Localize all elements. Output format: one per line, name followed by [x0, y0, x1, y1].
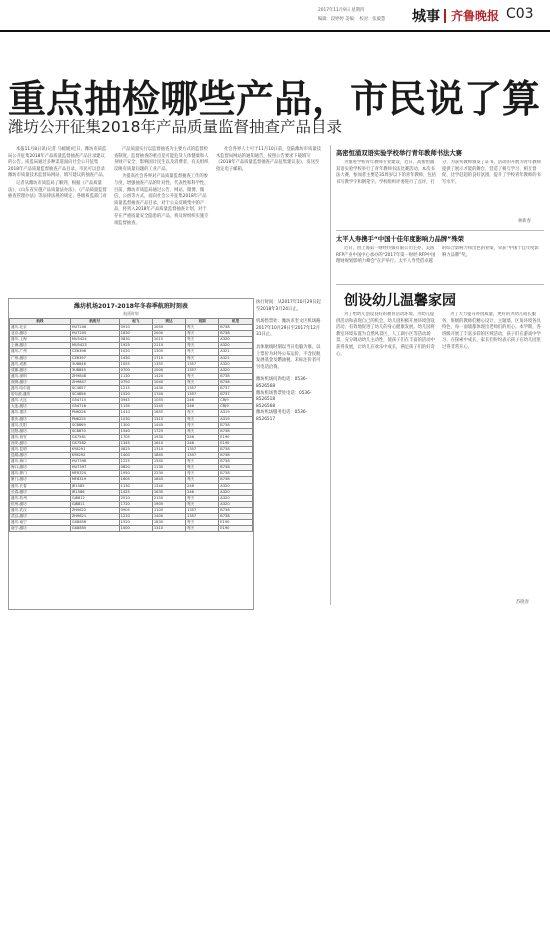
table-cell: A320 [219, 343, 253, 349]
table-cell: 潍坊-哈尔滨 [10, 386, 71, 392]
table-cell: MF8320 [70, 471, 119, 477]
table-cell: 厦门-潍坊 [10, 477, 71, 483]
table-cell: 1540 [152, 459, 185, 465]
table-cell: 0830 [119, 337, 152, 343]
table-cell: 北京-潍坊 [10, 331, 71, 337]
table-cell: 潍坊-厦门 [10, 471, 71, 477]
table-cell: 1315 [152, 416, 185, 422]
table-cell: 1000 [152, 367, 185, 373]
masthead-date: 2017年11月9日 星期四 [318, 8, 365, 13]
table-cell: 1400 [152, 514, 185, 520]
table-cell: JR1585 [70, 483, 119, 489]
table-cell: A320 [219, 495, 253, 501]
table-cell: 1305 [152, 349, 185, 355]
table-cell: 1410 [119, 410, 152, 416]
table-cell: E190 [219, 434, 253, 440]
note-item: 执行时间：从2017年10月29日起至2018年3月24日止。 [256, 300, 321, 312]
table-cell: 1540 [119, 428, 152, 434]
table-cell: 每天 [186, 526, 219, 532]
table-cell: G54716 [70, 404, 119, 410]
table-cell: 246 [186, 440, 219, 446]
table-cell: 1040 [152, 379, 185, 385]
table-cell: 每天 [186, 465, 219, 471]
table-cell: 0945 [119, 398, 152, 404]
table-header-cell: 机型 [219, 319, 253, 325]
table-cell: 每天 [186, 428, 219, 434]
table-cell: 沈阳-潍坊 [10, 428, 71, 434]
table-row [10, 526, 253, 532]
table-cell: 1400 [119, 453, 152, 459]
table-cell: 重庆-潍坊 [10, 416, 71, 422]
table-cell: MU5424 [70, 337, 119, 343]
masthead-rule [0, 30, 550, 32]
table-cell: SC8869 [70, 422, 119, 428]
column-separator [330, 145, 331, 605]
table-cell: B738 [219, 325, 253, 331]
table-cell: 潍坊-深圳 [10, 373, 71, 379]
table-cell: 1635 [152, 489, 185, 495]
article-para: 社会各界人士可于11月10日前，登陆潍坊市质量技术监督局网站的通知通告，按照公告要求下载填写《2018年产品质量监督抽查产品征集建议表》，发送至指定电子邮箱。 [216, 147, 321, 172]
brief-body-insurance [336, 246, 542, 280]
note-item: 机场售票处：潍坊市奎文区机场路2017年10月29日至2017年12月31日止。 [256, 319, 321, 338]
table-title: 潍坊机场2017-2018年冬春季航班时刻表 [74, 303, 188, 310]
table-cell: A320 [219, 489, 253, 495]
feature-text: 为了大力提升办园质量，更好的为幼儿成长服务，班级的教师们精心设计，主题墙、区角环境各具特色，每一面墙都体现出老师们的用心。本学期，各班级开展了丰富多彩的区域活动，孩子们在游戏中学习、在探索中成长，家长们纷纷表示孩子在幼儿园里过得非常开心。 [442, 312, 541, 350]
table-cell: 潍坊-沈阳 [10, 422, 71, 428]
table-cell: B737 [219, 392, 253, 398]
table-cell: 每天 [186, 459, 219, 465]
table-cell: 1357 [186, 446, 219, 452]
table-cell: 每天 [186, 349, 219, 355]
table-cell: 1310 [152, 526, 185, 532]
table-cell: 1000 [119, 526, 152, 532]
table-cell: 海口-潍坊 [10, 465, 71, 471]
table-cell: SC4858 [70, 392, 119, 398]
table-cell: B738 [219, 477, 253, 483]
table-cell: 杭州-潍坊 [10, 501, 71, 507]
table-cell: B738 [219, 471, 253, 477]
table-cell: 南宁-潍坊 [10, 526, 71, 532]
table-cell: 1357 [186, 361, 219, 367]
table-cell: CRJ9 [219, 398, 253, 404]
table-cell: 1930 [152, 434, 185, 440]
table-cell: 1340 [152, 483, 185, 489]
table-cell: B738 [219, 453, 253, 459]
table-cell: 3U8845 [70, 367, 119, 373]
table-cell: 每天 [186, 379, 219, 385]
table-cell: 每天 [186, 501, 219, 507]
table-cell: 1357 [186, 392, 219, 398]
brief-title-calligraphy: 高密恒涌双语实验学校举行青年教师书法大赛 [336, 150, 462, 157]
table-cell: 3U8846 [70, 361, 119, 367]
table-cell: 1215 [119, 386, 152, 392]
table-cell: CZ6397 [70, 355, 119, 361]
table-cell: GX8855 [70, 526, 119, 532]
table-cell: ZH9848 [70, 373, 119, 379]
table-cell: 1135 [119, 404, 152, 410]
article-col-3 [216, 147, 322, 174]
table-cell: MU5423 [70, 343, 119, 349]
table-cell: A320 [219, 361, 253, 367]
table-cell: ZH9622 [70, 507, 119, 513]
table-cell: GJ8811 [70, 501, 119, 507]
table-cell: 潍坊-长春 [10, 483, 71, 489]
table-cell: 2150 [152, 495, 185, 501]
brief-divider [336, 230, 544, 231]
table-cell: 每天 [186, 373, 219, 379]
table-cell: PN6226 [70, 410, 119, 416]
table-cell: B738 [219, 379, 253, 385]
table-cell: 1925 [119, 343, 152, 349]
table-cell: 1845 [152, 477, 185, 483]
table-cell: E190 [219, 520, 253, 526]
table-cell: 成都-潍坊 [10, 367, 71, 373]
table-cell: 1357 [186, 514, 219, 520]
table-cell: 1705 [119, 434, 152, 440]
table-cell: 1950 [119, 471, 152, 477]
table-cell: A320 [219, 501, 253, 507]
table-cell: B738 [219, 331, 253, 337]
masthead-divider [444, 9, 446, 23]
table-cell: SC8870 [70, 428, 119, 434]
table-cell: 1310 [152, 446, 185, 452]
newspaper-logo: 齐鲁晚报 [451, 9, 500, 23]
table-cell: 潍坊-西安 [10, 434, 71, 440]
table-cell: 1357 [186, 453, 219, 459]
table-cell: 潍坊-昆明 [10, 446, 71, 452]
table-cell: B737 [219, 386, 253, 392]
table-cell: 246 [186, 398, 219, 404]
article-col-2 [114, 147, 210, 228]
table-cell: G54715 [70, 398, 119, 404]
table-cell: 长春-潍坊 [10, 489, 71, 495]
note-item: 具体航线时刻以当日电脑为准。以上票价为对外公布运价，不含民航发展基金及燃油税，未标注价者可另电话洽询。 [256, 344, 321, 370]
table-cell: 2230 [152, 471, 185, 477]
table-cell: HU7206 [70, 325, 119, 331]
note-item: 潍坊机场问询电话：0536-8526568 [256, 377, 308, 389]
table-cell: 0700 [119, 367, 152, 373]
table-cell: 每天 [186, 416, 219, 422]
table-cell: 1430 [119, 355, 152, 361]
table-cell: GX8856 [70, 520, 119, 526]
table-header-cell: 航线 [10, 319, 71, 325]
table-cell: 1300 [119, 422, 152, 428]
table-cell: 246 [186, 434, 219, 440]
table-cell: 1210 [119, 514, 152, 520]
table-cell: 0910 [119, 325, 152, 331]
table-cell: HU7397 [70, 465, 119, 471]
table-cell: 大连-潍坊 [10, 404, 71, 410]
table-cell: 每天 [186, 471, 219, 477]
brief-byline: 林新春 [518, 219, 531, 224]
table-cell: 每天 [186, 410, 219, 416]
table-cell: SC4857 [70, 386, 119, 392]
feature-col-1 [336, 312, 436, 602]
table-cell: 246 [186, 483, 219, 489]
table-cell: KY8292 [70, 453, 119, 459]
table-cell: 1015 [152, 337, 185, 343]
table-cell: 每天 [186, 520, 219, 526]
table-cell: B738 [219, 465, 253, 471]
note-item: 潍坊机场服务电话：0536-8526517 [256, 410, 308, 422]
table-cell: 武汉-潍坊 [10, 514, 71, 520]
table-cell: 1655 [152, 410, 185, 416]
note-item: 8526568 [256, 403, 276, 409]
page-number: C03 [506, 6, 534, 22]
table-cell: HU7205 [70, 331, 119, 337]
flight-schedule-table [8, 298, 254, 610]
table-cell: 潍坊-海口 [10, 459, 71, 465]
article-para: 为提高社会各界对产品质量监督抽查工作的参与度，增强抽查产品的针对性，代表性和科学性，目前，潍坊市质监局通过公告、网站、微博、微信、公函等方式，面向社会公开征集2018年产品质量监督抽查产品目录，对于公众反映集中的产品，将列入2018年产品质量监督抽查计划，对于存在严重质量安全隐患的产品，将及时组织实施专项监督抽查。 [114, 174, 209, 226]
section-title: 城事 [412, 9, 440, 25]
table-cell: 1225 [119, 459, 152, 465]
table-cell: 1130 [119, 483, 152, 489]
table-subtitle: 航班时刻 [123, 311, 139, 316]
table-cell: 1715 [152, 355, 185, 361]
table-cell: PN6225 [70, 416, 119, 422]
table-cell: 每天 [186, 331, 219, 337]
feature-col-2 [442, 312, 542, 598]
table-cell: 潍坊-重庆 [10, 410, 71, 416]
table-cell: MF8319 [70, 477, 119, 483]
table-cell: 1725 [152, 428, 185, 434]
table-cell: CZ6398 [70, 349, 119, 355]
article-para: 产品质量实行以监督抽查为主要方式的监督检查制度。监督抽查的重点是可能危及人体健康和人身财产安全、影响国计民生以及消费者、有关组织反映有质量问题的工业产品。 [114, 147, 209, 172]
table-cell: 246 [186, 489, 219, 495]
feature-title: 创设幼儿温馨家园 [344, 293, 456, 309]
main-headline: 重点抽检哪些产品，市民说了算 [8, 77, 541, 121]
table-cell: 1830 [119, 331, 152, 337]
table-cell: 1445 [152, 422, 185, 428]
table-cell: B738 [219, 422, 253, 428]
table-cell: KY8291 [70, 446, 119, 452]
table-cell: 1905 [152, 501, 185, 507]
table-cell: 1357 [186, 507, 219, 513]
table-notes [256, 300, 322, 424]
table-cell: 潍坊-武汉 [10, 507, 71, 513]
table-cell: 1130 [119, 373, 152, 379]
table-cell: B738 [219, 373, 253, 379]
table-cell: 2000 [152, 331, 185, 337]
table-cell: 每天 [186, 343, 219, 349]
table-cell: 1720 [119, 501, 152, 507]
table-cell: 1355 [152, 361, 185, 367]
table-cell: 2010 [119, 495, 152, 501]
table-cell: A319 [219, 416, 253, 422]
table-cell: GS7581 [70, 434, 119, 440]
table-cell: 0905 [119, 507, 152, 513]
table-cell: A320 [219, 367, 253, 373]
table-cell: 每天 [186, 422, 219, 428]
table-cell: B738 [219, 446, 253, 452]
table-cell: 潍坊-大连 [10, 398, 71, 404]
table-cell: 潍坊-杭州 [10, 495, 71, 501]
sub-headline: 潍坊公开征集2018年产品质量监督抽查产品目录 [8, 118, 342, 136]
table-header-cell: 到达 [152, 319, 185, 325]
table-cell: JR1586 [70, 489, 119, 495]
table-cell: B738 [219, 507, 253, 513]
table-cell: 0820 [119, 465, 152, 471]
table-cell: 1420 [152, 373, 185, 379]
schedule-grid [9, 318, 253, 532]
table-cell: 0825 [119, 446, 152, 452]
article-col-1 [8, 147, 108, 202]
table-cell: 每天 [186, 495, 219, 501]
table-header-cell: 航班号 [70, 319, 119, 325]
table-cell: 1610 [152, 440, 185, 446]
table-cell: B738 [219, 514, 253, 520]
table-cell: 深圳-潍坊 [10, 379, 71, 385]
table-cell: 1020 [119, 349, 152, 355]
table-cell: 每天 [186, 337, 219, 343]
table-cell: A320 [219, 483, 253, 489]
feature-byline: 苏晓春 [516, 600, 529, 605]
brief-text: 近日，由上海第一财经传媒有限公司主办、美国RFP产业中国中心承办的“2017年第一财经·RFP中国理财规划影响力峰会”在沪举行。太平人寿凭借卓越的综合影响力和出色的业绩，荣获“中国十佳年度影响力品牌”奖。 [336, 246, 539, 265]
table-cell: 1050 [152, 325, 185, 331]
table-cell: 潍坊-上海 [10, 337, 71, 343]
table-cell: 1425 [119, 489, 152, 495]
table-cell: 1357 [186, 386, 219, 392]
table-cell: B738 [219, 459, 253, 465]
table-cell: 0750 [119, 379, 152, 385]
table-cell: 1740 [152, 392, 185, 398]
note-item: 潍坊机场售票处电话：0536-8526518 [256, 390, 312, 403]
masthead-editors: 编辑：段婷婷 美编： 校对：张毅慧 [318, 17, 386, 22]
table-cell: 上海-潍坊 [10, 343, 71, 349]
table-cell: 2110 [152, 343, 185, 349]
table-cell: 246 [186, 404, 219, 410]
table-cell: 潍坊-北京 [10, 325, 71, 331]
table-cell: 1520 [119, 392, 152, 398]
table-cell: 1845 [152, 453, 185, 459]
table-cell: A320 [219, 337, 253, 343]
table-cell: ZH9847 [70, 379, 119, 385]
article-para: 记者从潍坊市质监局了解到，根据《产品质量法》、《山东省实施产品质量法办法》、《产品质量监督抽查管理办法》等法律法规的规定，各级质监部门对 [8, 180, 107, 200]
table-cell: GS7582 [70, 440, 119, 446]
brief-text: 为推进学校青年教师专业建设，近日，高密恒涌双语实验学校举行了青年教师书法比赛活动。本次书法大赛，参加者主要是35周岁以下的青年教师，包括书写教学字和钢笔字。学校组织评委进行了点评，打分，为获奖教师颁发了证书，活动的开展为青年教师提供了展示才能的舞台，营造了相互学习、相互督促、比学赶超的良好氛围，提升了学校青年教师的书写水平。 [336, 160, 541, 185]
table-cell: 1430 [152, 386, 185, 392]
table-cell: 1605 [119, 477, 152, 483]
table-cell: 广州-潍坊 [10, 355, 71, 361]
table-cell: E190 [219, 526, 253, 532]
table-header-cell: 起飞 [119, 319, 152, 325]
table-cell: 1100 [152, 507, 185, 513]
table-cell: 1245 [152, 404, 185, 410]
table-cell: 哈尔滨-潍坊 [10, 392, 71, 398]
table-cell: E190 [219, 440, 253, 446]
brief-divider [336, 284, 544, 285]
table-header-cell: 班期 [186, 319, 219, 325]
table-cell: 1357 [186, 367, 219, 373]
article-lead: 本报11月8日讯(记者 马媛媛)近日，潍坊市质监局公开征集2018年产品质量监督抽查产品目录建议的公告。质监局通过多种渠道面向社会公开征集2018年产品质量监督抽查产品目录，市民可以登录潍坊市质量技术监督局网站，填写建议的抽查产品。 [8, 147, 107, 179]
table-cell: 潍坊-成都 [10, 361, 71, 367]
table-cell: 潍坊-南宁 [10, 520, 71, 526]
table-cell: 每天 [186, 325, 219, 331]
brief-title-insurance: 太平人寿携手“中国十佳年度影响力品牌”殊荣 [336, 236, 464, 243]
table-cell: A321 [219, 349, 253, 355]
table-cell: 1055 [119, 361, 152, 367]
table-cell: A321 [219, 355, 253, 361]
table-cell: 每天 [186, 355, 219, 361]
table-cell: 1830 [152, 520, 185, 526]
table-cell: 1135 [152, 465, 185, 471]
table-cell: 西安-潍坊 [10, 440, 71, 446]
table-cell: B738 [219, 428, 253, 434]
brief-body-calligraphy [336, 160, 542, 218]
table-cell: HU7398 [70, 459, 119, 465]
table-cell: 1520 [119, 520, 152, 526]
table-cell: 1030 [119, 416, 152, 422]
table-cell: 1055 [152, 398, 185, 404]
table-cell: CRJ9 [219, 404, 253, 410]
table-cell: 昆明-潍坊 [10, 453, 71, 459]
table-cell: 潍坊-广州 [10, 349, 71, 355]
table-cell: GJ8812 [70, 495, 119, 501]
feature-text: 为了给幼儿创设良好的教育活动环境，为幼儿提供活动和表现自己的机会，幼儿园积极开展环境创设活动，有效地促进了幼儿的身心健康发展。幼儿园将教室环境布置为自然风景区，人工湖小区等活动场景，充分调动幼儿主动性，使孩子们在丰富的活动中获得发展，让幼儿在欢乐中成长，满足孩子们的好奇心。 [336, 312, 435, 357]
table-cell: ZH9621 [70, 514, 119, 520]
table-cell: 每天 [186, 477, 219, 483]
table-cell: 1345 [119, 440, 152, 446]
table-cell: A319 [219, 410, 253, 416]
